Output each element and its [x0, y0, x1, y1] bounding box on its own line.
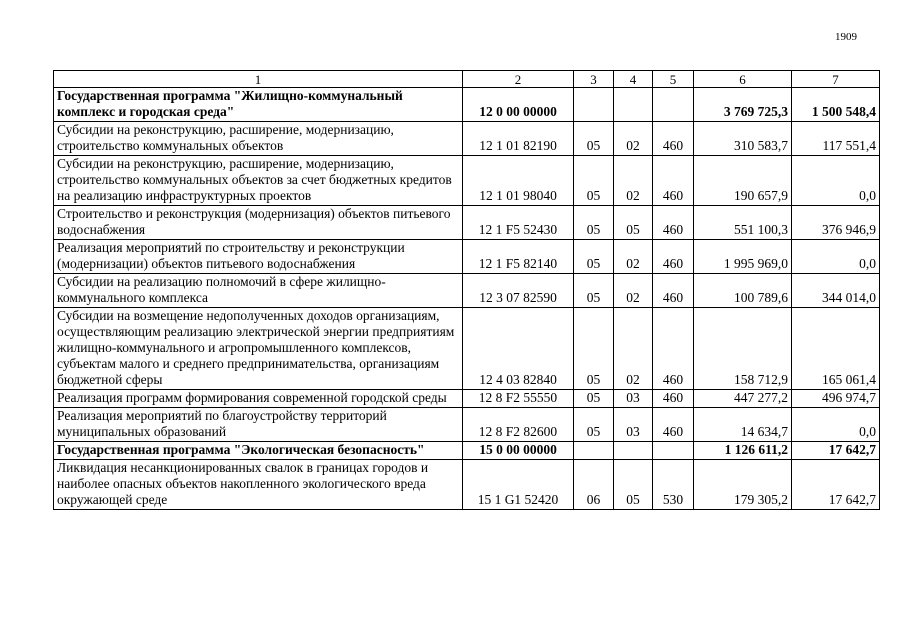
- subsection-cell: 02: [614, 122, 653, 156]
- subsection-cell: 02: [614, 240, 653, 274]
- subsection-cell: 02: [614, 274, 653, 308]
- amount-year1-cell: 310 583,7: [694, 122, 792, 156]
- header-cell-4: 4: [614, 71, 653, 88]
- amount-year1-cell: 447 277,2: [694, 390, 792, 408]
- table-row: [54, 122, 880, 156]
- amount-year1-cell: 100 789,6: [694, 274, 792, 308]
- subsection-cell: 05: [614, 206, 653, 240]
- row-name-cell: Государственная программа "Жилищно-коммунальный комплекс и городская среда": [54, 88, 463, 122]
- amount-year1-cell: 190 657,9: [694, 156, 792, 206]
- header-cell-5: 5: [653, 71, 694, 88]
- expense-type-cell: 460: [653, 240, 694, 274]
- amount-year2-cell: 0,0: [792, 240, 880, 274]
- expense-type-cell: [653, 88, 694, 122]
- subsection-cell: [614, 88, 653, 122]
- row-name-cell: Реализация мероприятий по благоустройству территорий муниципальных образований: [54, 408, 463, 442]
- row-name-cell: Ликвидация несанкционированных свалок в границах городов и наиболее опасных объектов накопленного экологического вреда окружающей среде: [54, 460, 463, 510]
- amount-year1-cell: 551 100,3: [694, 206, 792, 240]
- amount-year1-cell: 3 769 725,3: [694, 88, 792, 122]
- expense-type-cell: 460: [653, 156, 694, 206]
- target-code-cell: 12 1 F5 52430: [463, 206, 574, 240]
- section-cell: 05: [574, 408, 614, 442]
- amount-year2-cell: 17 642,7: [792, 460, 880, 510]
- expense-type-cell: [653, 442, 694, 460]
- table-row: [54, 308, 880, 390]
- page-number: 1909: [835, 31, 857, 43]
- target-code-cell: 12 1 F5 82140: [463, 240, 574, 274]
- table-row: [54, 390, 880, 408]
- section-cell: [574, 88, 614, 122]
- target-code-cell: 12 1 01 98040: [463, 156, 574, 206]
- amount-year1-cell: 1 126 611,2: [694, 442, 792, 460]
- expense-type-cell: 460: [653, 206, 694, 240]
- header-cell-7: 7: [792, 71, 880, 88]
- header-cell-3: 3: [574, 71, 614, 88]
- header-cell-1: 1: [54, 71, 463, 88]
- header-cell-2: 2: [463, 71, 574, 88]
- expense-type-cell: 530: [653, 460, 694, 510]
- table-row: [54, 156, 880, 206]
- amount-year2-cell: 1 500 548,4: [792, 88, 880, 122]
- target-code-cell: 12 1 01 82190: [463, 122, 574, 156]
- row-name-cell: Субсидии на реконструкцию, расширение, модернизацию, строительство коммунальных объектов за счет бюджетных кредитов на реализацию инфраструктурных проектов: [54, 156, 463, 206]
- amount-year1-cell: 158 712,9: [694, 308, 792, 390]
- expense-type-cell: 460: [653, 122, 694, 156]
- target-code-cell: 12 4 03 82840: [463, 308, 574, 390]
- amount-year1-cell: 179 305,2: [694, 460, 792, 510]
- subsection-cell: 02: [614, 308, 653, 390]
- amount-year2-cell: 117 551,4: [792, 122, 880, 156]
- row-name-cell: Государственная программа "Экологическая безопасность": [54, 442, 463, 460]
- program-row: [54, 88, 880, 122]
- expense-type-cell: 460: [653, 308, 694, 390]
- target-code-cell: 12 8 F2 82600: [463, 408, 574, 442]
- amount-year2-cell: 344 014,0: [792, 274, 880, 308]
- section-cell: 05: [574, 390, 614, 408]
- subsection-cell: 02: [614, 156, 653, 206]
- row-name-cell: Реализация программ формирования современной городской среды: [54, 390, 463, 408]
- section-cell: 05: [574, 206, 614, 240]
- subsection-cell: 05: [614, 460, 653, 510]
- section-cell: 05: [574, 308, 614, 390]
- row-name-cell: Реализация мероприятий по строительству и реконструкции (модернизации) объектов питьевого водоснабжения: [54, 240, 463, 274]
- table-row: [54, 240, 880, 274]
- target-code-cell: 12 0 00 00000: [463, 88, 574, 122]
- table-row: [54, 460, 880, 510]
- table-row: [54, 206, 880, 240]
- table-row: [54, 274, 880, 308]
- section-cell: 05: [574, 240, 614, 274]
- section-cell: 05: [574, 122, 614, 156]
- amount-year2-cell: 17 642,7: [792, 442, 880, 460]
- subsection-cell: 03: [614, 390, 653, 408]
- subsection-cell: [614, 442, 653, 460]
- row-name-cell: Субсидии на реализацию полномочий в сфере жилищно-коммунального комплекса: [54, 274, 463, 308]
- header-cell-6: 6: [694, 71, 792, 88]
- program-row: [54, 442, 880, 460]
- target-code-cell: 12 8 F2 55550: [463, 390, 574, 408]
- subsection-cell: 03: [614, 408, 653, 442]
- row-name-cell: Субсидии на возмещение недополученных доходов организациям, осуществляющим реализацию электрической энергии предприятиям жилищно-коммунального и агропромышленного комплексов, субъектам малого и среднего предпринимательства, организациям бюджетной сферы: [54, 308, 463, 390]
- table-row: [54, 408, 880, 442]
- expense-type-cell: 460: [653, 390, 694, 408]
- amount-year2-cell: 496 974,7: [792, 390, 880, 408]
- amount-year1-cell: 1 995 969,0: [694, 240, 792, 274]
- amount-year2-cell: 0,0: [792, 156, 880, 206]
- section-cell: 06: [574, 460, 614, 510]
- amount-year2-cell: 376 946,9: [792, 206, 880, 240]
- expense-type-cell: 460: [653, 408, 694, 442]
- expense-type-cell: 460: [653, 274, 694, 308]
- section-cell: [574, 442, 614, 460]
- table-header-row: [54, 71, 880, 88]
- amount-year1-cell: 14 634,7: [694, 408, 792, 442]
- target-code-cell: 12 3 07 82590: [463, 274, 574, 308]
- amount-year2-cell: 165 061,4: [792, 308, 880, 390]
- row-name-cell: Субсидии на реконструкцию, расширение, модернизацию, строительство коммунальных объектов: [54, 122, 463, 156]
- row-name-cell: Строительство и реконструкция (модернизация) объектов питьевого водоснабжения: [54, 206, 463, 240]
- target-code-cell: 15 0 00 00000: [463, 442, 574, 460]
- amount-year2-cell: 0,0: [792, 408, 880, 442]
- budget-table: [53, 70, 880, 510]
- section-cell: 05: [574, 156, 614, 206]
- target-code-cell: 15 1 G1 52420: [463, 460, 574, 510]
- section-cell: 05: [574, 274, 614, 308]
